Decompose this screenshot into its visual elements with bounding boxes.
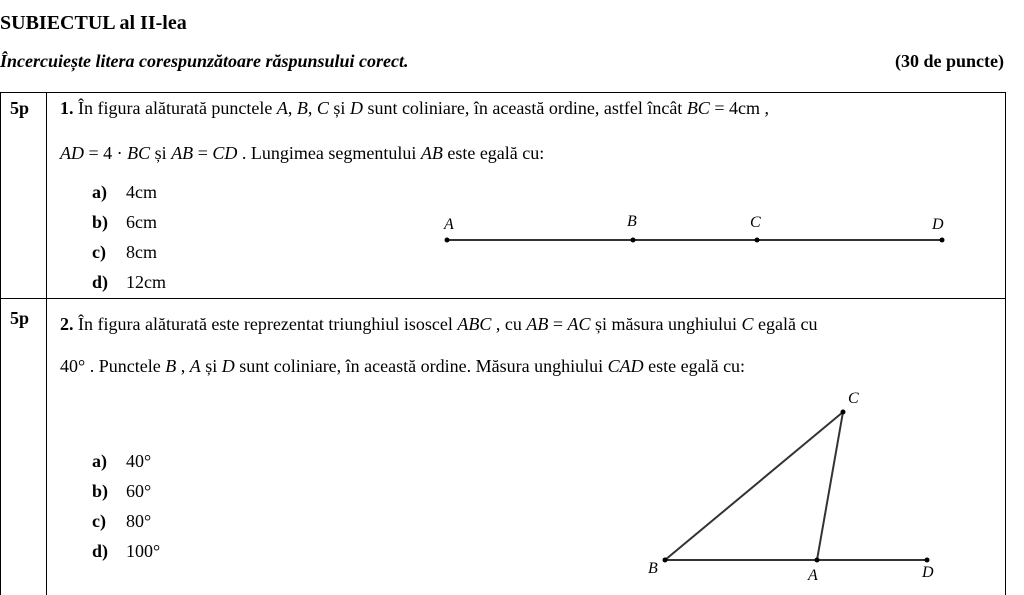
q2-text: , [176,356,190,376]
question-2-line-1 [60,314,818,335]
label-b: B [627,213,637,230]
q1-text: și [328,98,350,118]
q2-option-d[interactable] [92,541,160,562]
q1-text: și [150,143,172,163]
q1-text: = 4 · [84,143,128,163]
option-text: 6cm [126,212,157,232]
q1-text: = [193,143,213,163]
label-a: A [808,567,818,584]
q1-math: AB [420,143,443,163]
label-c: C [750,214,761,231]
q1-math: A [276,98,288,118]
table-right-border [1005,92,1006,595]
q2-text: În figura alăturată este reprezentat triunghiul isoscel [73,314,458,334]
q2-option-b[interactable] [92,481,151,502]
option-letter: a) [92,182,107,202]
q1-option-d[interactable] [92,272,166,293]
q2-text: și măsura unghiului [590,314,742,334]
q1-text: , [287,98,297,118]
q2-triangle-figure [630,385,950,590]
label-d: D [922,564,934,581]
label-d: D [932,216,944,233]
q2-math: AC [567,314,591,334]
q1-option-c[interactable] [92,242,157,263]
total-points: (30 de puncte) [895,51,1004,71]
q2-math: B [165,356,177,376]
q2-math: D [221,356,235,376]
point-c [755,238,760,243]
q1-text: În figura alăturată punctele [73,98,277,118]
table-column-divider [46,92,47,595]
q2-option-a[interactable] [92,451,151,472]
q1-option-a[interactable] [92,182,157,203]
option-letter: a) [92,451,107,471]
option-letter: b) [92,212,109,232]
option-text: 12cm [126,272,166,292]
question-1-number: 1. [60,98,74,118]
option-text: 60° [126,481,152,501]
point-b [631,238,636,243]
label-c: C [848,390,859,407]
question-1-points: 5p [10,98,30,118]
q1-text: , [307,98,317,118]
q2-math: A [189,356,201,376]
label-b: B [648,560,658,577]
q2-text: sunt coliniare, în această ordine. Măsura unghiului [234,356,608,376]
instruction-text: Încercuiește litera corespunzătoare răspunsului corect. [0,51,409,71]
q1-math: AB [171,143,194,163]
q1-text: este egală cu: [442,143,545,163]
option-letter: b) [92,481,109,501]
point-a [815,558,820,563]
q1-math: C [316,98,329,118]
side-ac [817,412,843,560]
question-1-line-2 [60,143,544,164]
q2-math: C [741,314,754,334]
question-2-number: 2. [60,314,74,334]
q2-text: egală cu [753,314,818,334]
q2-text: , cu [491,314,527,334]
q2-math: CAD [607,356,644,376]
option-letter: c) [92,511,106,531]
q1-math: BC [686,98,710,118]
option-text: 40° [126,451,152,471]
section-title: SUBIECTUL al II-lea [0,12,187,34]
q1-option-b[interactable] [92,212,157,233]
point-c [841,410,846,415]
q2-math: AB [526,314,549,334]
q2-text: . Punctele [85,356,166,376]
question-2-line-2 [60,356,745,377]
point-d [925,558,930,563]
q2-text: 40° [60,356,86,376]
q1-text: . Lungimea segmentului [237,143,421,163]
option-letter: d) [92,272,109,292]
q2-text: și [200,356,222,376]
table-left-border [0,92,1,595]
q2-math: ABC [457,314,492,334]
side-bc [665,412,843,560]
q1-text: = 4cm , [709,98,769,118]
q1-math: BC [127,143,151,163]
q1-math: D [349,98,363,118]
q2-text: este egală cu: [643,356,746,376]
label-a: A [444,216,454,233]
question-2-points: 5p [10,308,30,328]
option-text: 8cm [126,242,157,262]
option-letter: d) [92,541,109,561]
q1-math: AD [60,143,84,163]
q2-option-c[interactable] [92,511,151,532]
q1-math: B [296,98,308,118]
q1-math: CD [212,143,238,163]
table-top-border [0,92,1006,93]
table-row-divider [0,298,1006,299]
point-b [663,558,668,563]
question-1-line-1 [60,98,769,119]
option-text: 80° [126,511,152,531]
q1-segment-figure [430,205,960,255]
q1-text: sunt coliniare, în această ordine, astfel încât [362,98,687,118]
point-d [940,238,945,243]
point-a [445,238,450,243]
option-text: 100° [126,541,161,561]
option-text: 4cm [126,182,157,202]
q2-text: = [548,314,568,334]
option-letter: c) [92,242,106,262]
